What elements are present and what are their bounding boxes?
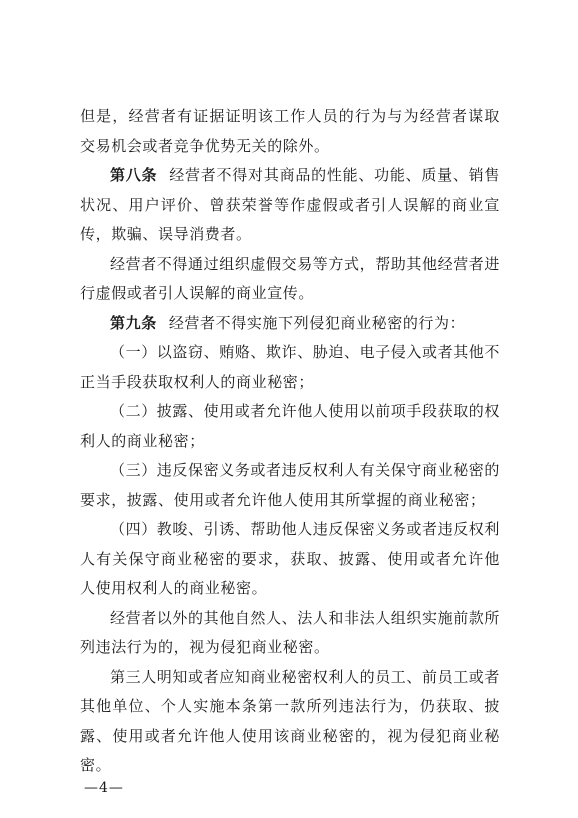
- paragraph: [80, 663, 500, 781]
- paragraph-text: （二）披露、使用或者允许他人使用以前项手段获取的权利人的商业秘密；: [80, 402, 501, 450]
- paragraph-text: 经营者以外的其他自然人、法人和非法人组织实施前款所列违法行为的，视为侵犯商业秘密。: [80, 608, 501, 656]
- document-body: [80, 102, 500, 781]
- page-number: —4—: [84, 780, 124, 796]
- paragraph-text: （一）以盗窃、贿赂、欺诈、胁迫、电子侵入或者其他不正当手段获取权利人的商业秘密；: [80, 343, 501, 391]
- paragraph-text: 经营者不得对其商品的性能、功能、质量、销售状况、用户评价、曾获荣誉等作虚假或者引人误解的商业宣传，欺骗、误导消费者。: [80, 166, 500, 243]
- list-item-1: [80, 338, 500, 397]
- paragraph-text: 第三人明知或者应知商业秘密权利人的员工、前员工或者其他单位、个人实施本条第一款所列违法行为，仍获取、披露、使用或者允许他人使用该商业秘密的，视为侵犯商业秘密。: [80, 667, 501, 774]
- article-number: 第九条: [110, 313, 157, 332]
- article-9-paragraph: [80, 309, 500, 339]
- paragraph: [80, 604, 500, 663]
- list-item-3: [80, 456, 500, 515]
- paragraph-text: 经营者不得实施下列侵犯商业秘密的行为：: [168, 313, 466, 332]
- paragraph-text: （三）违反保密义务或者违反权利人有关保守商业秘密的要求，披露、使用或者允许他人使用其所掌握的商业秘密；: [80, 461, 501, 509]
- paragraph-text: 但是，经营者有证据证明该工作人员的行为与为经营者谋取交易机会或者竞争优势无关的除外。: [80, 107, 500, 155]
- paragraph-continuation: [80, 102, 500, 161]
- paragraph-text: （四）教唆、引诱、帮助他人违反保密义务或者违反权利人有关保守商业秘密的要求，获取、披露、使用或者允许他人使用权利人的商业秘密。: [80, 520, 501, 597]
- article-number: 第八条: [110, 166, 158, 184]
- list-item-2: [80, 397, 500, 456]
- paragraph: [80, 250, 500, 309]
- paragraph-text: 经营者不得通过组织虚假交易等方式，帮助其他经营者进行虚假或者引人误解的商业宣传。: [80, 254, 501, 302]
- article-8-paragraph: [80, 161, 500, 250]
- list-item-4: [80, 515, 500, 604]
